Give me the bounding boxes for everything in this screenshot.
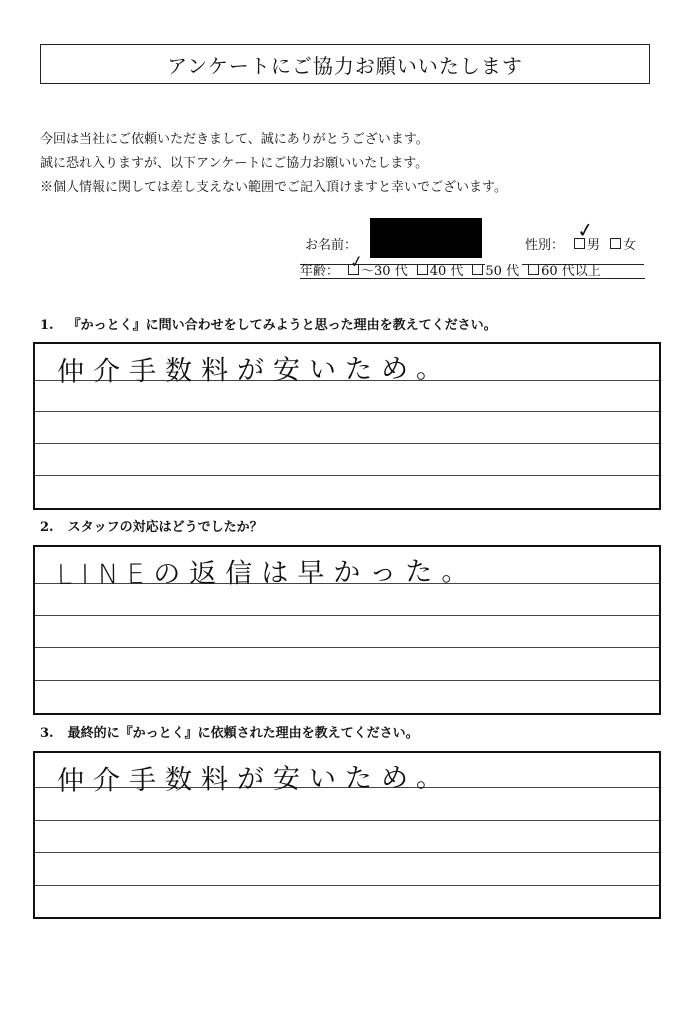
ruled-line (35, 443, 659, 444)
question-text: 最終的に『かっとく』に依頼された理由を教えてください。 (67, 726, 419, 741)
gender-label: 性別： (525, 238, 565, 253)
question-text: スタッフの対応はどうでしたか？ (67, 520, 263, 535)
checkbox-icon[interactable] (610, 238, 621, 249)
gender-option-label: 女 (623, 238, 637, 253)
age-option-40s[interactable] (417, 260, 464, 279)
gender-option-male[interactable] (574, 216, 601, 253)
question-number: 1. (40, 318, 54, 333)
ruled-line (35, 475, 659, 476)
answer-box-1[interactable] (33, 342, 661, 510)
name-label: お名前： (305, 238, 358, 253)
checkbox-icon[interactable] (472, 264, 483, 275)
age-option-60-plus[interactable] (528, 260, 601, 279)
age-field (300, 250, 645, 279)
ruled-line (35, 411, 659, 412)
age-option-label: 60 代以上 (541, 264, 601, 279)
checkmark-icon: ✓ (575, 216, 596, 244)
respondent-info (300, 216, 645, 280)
age-underline (300, 278, 645, 279)
age-option-label: 50 代 (485, 264, 520, 279)
intro-text (40, 128, 507, 200)
ruled-line (35, 647, 659, 648)
survey-title: アンケートにご協力お願いいたします (40, 44, 650, 84)
checkbox-icon[interactable] (528, 264, 539, 275)
handwritten-answer: 仲介手数料が安いため。 (56, 762, 453, 797)
ruled-line (35, 852, 659, 853)
question-1 (40, 314, 497, 333)
intro-line: ※個人情報に関しては差し支えない範囲でご記入頂けますと幸いでございます。 (40, 180, 507, 195)
age-option-50s[interactable] (472, 260, 519, 279)
question-number: 2. (40, 520, 54, 535)
answer-box-3[interactable] (33, 751, 661, 919)
checkbox-icon[interactable] (417, 264, 428, 275)
question-number: 3. (40, 726, 54, 741)
ruled-line (35, 885, 659, 886)
handwritten-answer: LINEの返信は早かった。 (56, 556, 478, 591)
gender-option-label: 男 (587, 238, 601, 253)
age-option-under-30[interactable] (348, 250, 408, 279)
question-text: 『かっとく』に問い合わせをしてみようと思った理由を教えてください。 (67, 318, 497, 333)
age-option-label: ～30 代 (361, 264, 408, 279)
gender-option-female[interactable] (610, 234, 636, 253)
age-label: 年齢： (300, 264, 340, 279)
question-3 (40, 722, 419, 741)
checkmark-icon: ✓ (348, 250, 365, 273)
ruled-line (35, 615, 659, 616)
intro-line: 今回は当社にご依頼いただきまして、誠にありがとうございます。 (40, 132, 429, 147)
handwritten-answer: 仲介手数料が安いため。 (56, 353, 453, 388)
ruled-line (35, 680, 659, 681)
answer-box-2[interactable] (33, 545, 661, 715)
question-2 (40, 516, 263, 535)
gender-field (525, 216, 637, 253)
age-option-label: 40 代 (429, 264, 464, 279)
intro-line: 誠に恐れ入りますが、以下アンケートにご協力お願いいたします。 (40, 156, 429, 171)
name-redaction (370, 218, 482, 258)
ruled-line (35, 820, 659, 821)
